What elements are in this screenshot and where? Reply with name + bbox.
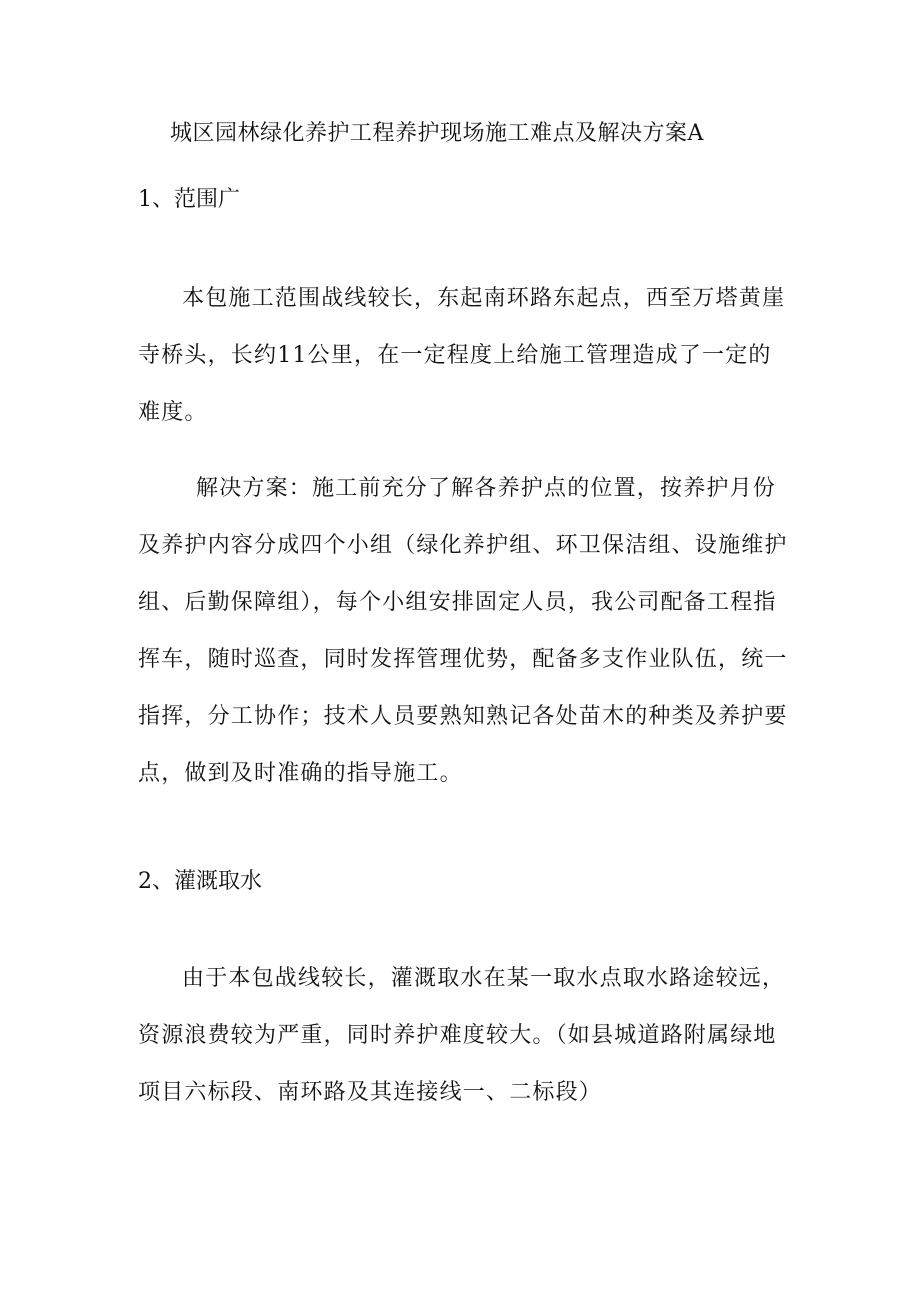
text-line: 项目六标段、南环路及其连接线一、二标段） [138,1080,603,1105]
text-line: 解决方案：施工前充分了解各养护点的位置，按养护月份 [196,476,777,501]
text-line: 及养护内容分成四个小组（绿化养护组、环卫保洁组、设施维护 [138,533,788,558]
text-line: 组、后勤保障组），每个小组安排固定人员，我公司配备工程指 [138,590,777,615]
text-line: 寺桥头，长约11公里，在一定程度上给施工管理造成了一定的 [138,343,772,368]
text-line: 资源浪费较为严重，同时养护难度较大。（如县城道路附属绿地 [138,1023,777,1048]
paragraph-irrigation-description [138,950,788,1121]
text-line: 难度。 [138,400,208,425]
paragraph-scope-description [138,270,788,441]
text-line: 挥车，随时巡查，同时发挥管理优势，配备多支作业队伍，统一 [138,647,788,672]
text-line: 由于本包战线较长，灌溉取水在某一取水点取水路途较远， [182,966,786,991]
section-heading-scope: 1、范围广 [138,187,240,212]
section-heading-irrigation: 2、灌溉取水 [138,869,262,894]
document-title: 城区园林绿化养护工程养护现场施工难点及解决方案A [170,121,704,146]
paragraph-scope-solution [138,460,788,802]
text-line: 指挥，分工协作；技术人员要熟知熟记各处苗木的种类及养护要 [138,704,788,729]
text-line: 点，做到及时准确的指导施工。 [138,761,463,786]
text-line: 本包施工范围战线较长，东起南环路东起点，西至万塔黄崖 [182,286,786,311]
